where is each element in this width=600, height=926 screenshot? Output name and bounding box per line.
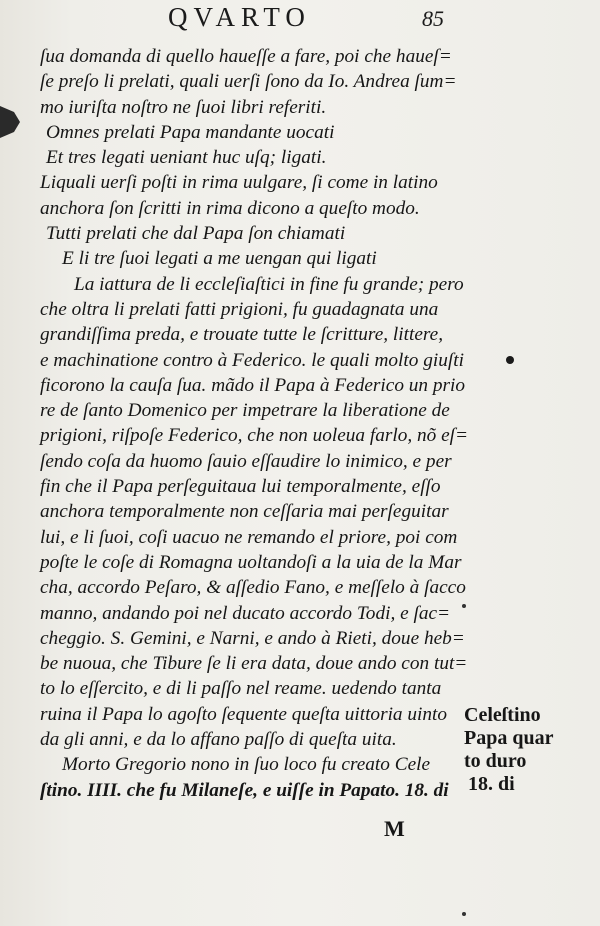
text-line: cha, accordo Peſaro, & aſſedio Fano, e meſſelo à ſacco (40, 577, 466, 599)
text-line: ruina il Papa lo agoſto ſequente queſta uittoria uinto (40, 703, 448, 725)
marginal-line: Papa quar (464, 727, 554, 749)
text-line: cheggio. S. Gemini, e Narni, e ando à Rieti, doue heb= (40, 627, 465, 649)
text-line: prigioni, riſpoſe Federico, che non uoleua farlo, nõ eſ= (40, 425, 469, 447)
text-line: Liquali uerſi poſti in rima uulgare, ſi come in latino (40, 172, 438, 194)
text-line: ſua domanda di quello haueſſe a fare, poi che haueſ= (40, 46, 452, 67)
bleed-dot-icon (462, 604, 466, 608)
text-line: poſte le coſe di Romagna uoltandoſi a la uia de la Mar (40, 551, 462, 573)
text-line: be nuoua, che Tibure ſe li era data, doue ando con tut= (40, 653, 468, 675)
verse-line: Omnes prelati Papa mandante uocati (46, 121, 335, 143)
margin-dot-icon (506, 356, 514, 364)
text-line: fin che il Papa perſeguitaua lui temporalmente, eſſo (40, 476, 441, 498)
body-text (40, 44, 480, 803)
text-line: manno, andando poi nel ducato accordo Todi, e ſac= (40, 602, 451, 624)
text-line: anchora temporalmente non ceſſaria mai perſeguitar (40, 501, 449, 523)
running-head: QVARTO (168, 2, 311, 32)
text-line: Morto Gregorio nono in ſuo loco fu creato Cele (62, 754, 431, 776)
text-line: ſe preſo li prelati, quali uerſi ſono da Io. Andrea ſum= (40, 71, 457, 93)
text-line: re de ſanto Domenico per impetrare la liberatione de (40, 400, 450, 422)
text-line: ficorono la cauſa ſua. mãdo il Papa à Federico un prio (40, 374, 466, 396)
text-line: che oltra li prelati fatti prigioni, fu guadagnata una (40, 298, 439, 320)
text-line: ſtino. IIII. che fu Milaneſe, e uiſſe in Papato. 18. di (40, 779, 449, 801)
text-line: lui, e li ſuoi, coſi uacuo ne remando el priore, poi com (40, 526, 458, 548)
text-line: to lo eſſercito, e di li paſſo nel reame. uedendo tanta (40, 678, 442, 700)
text-line: anchora ſon ſcritti in rima dicono a queſto modo. (40, 197, 420, 219)
marginal-line: Celeſtino (464, 704, 541, 726)
text-line: ſendo coſa da huomo ſauio eſſaudire lo inimico, e per (40, 450, 452, 472)
signature-mark: M (384, 816, 405, 841)
text-line: da gli anni, e da lo affano paſſo di queſta uita. (40, 729, 397, 751)
edge-ornament-icon (0, 100, 22, 144)
page-number: 85 (422, 6, 444, 31)
verse-line: E li tre ſuoi legati a me uengan qui ligati (62, 248, 377, 270)
text-line: La iattura de li eccleſiaſtici in fine fu grande; pero (74, 273, 464, 295)
verse-line: Tutti prelati che dal Papa ſon chiamati (46, 223, 346, 245)
marginal-line: to duro (464, 750, 527, 772)
verse-line: Et tres legati ueniant huc uſq; ligati. (46, 147, 327, 169)
marginal-line: 18. di (468, 773, 515, 795)
text-line: mo iuriſta noſtro ne ſuoi libri referiti. (40, 96, 327, 118)
text-line: grandiſſima preda, e trouate tutte le ſcritture, littere, (40, 324, 444, 346)
bleed-dot-icon (462, 912, 466, 916)
marginal-note (464, 704, 594, 796)
text-line: e machinatione contro à Federico. le quali molto giuſti (40, 349, 464, 371)
page-header (0, 2, 600, 42)
